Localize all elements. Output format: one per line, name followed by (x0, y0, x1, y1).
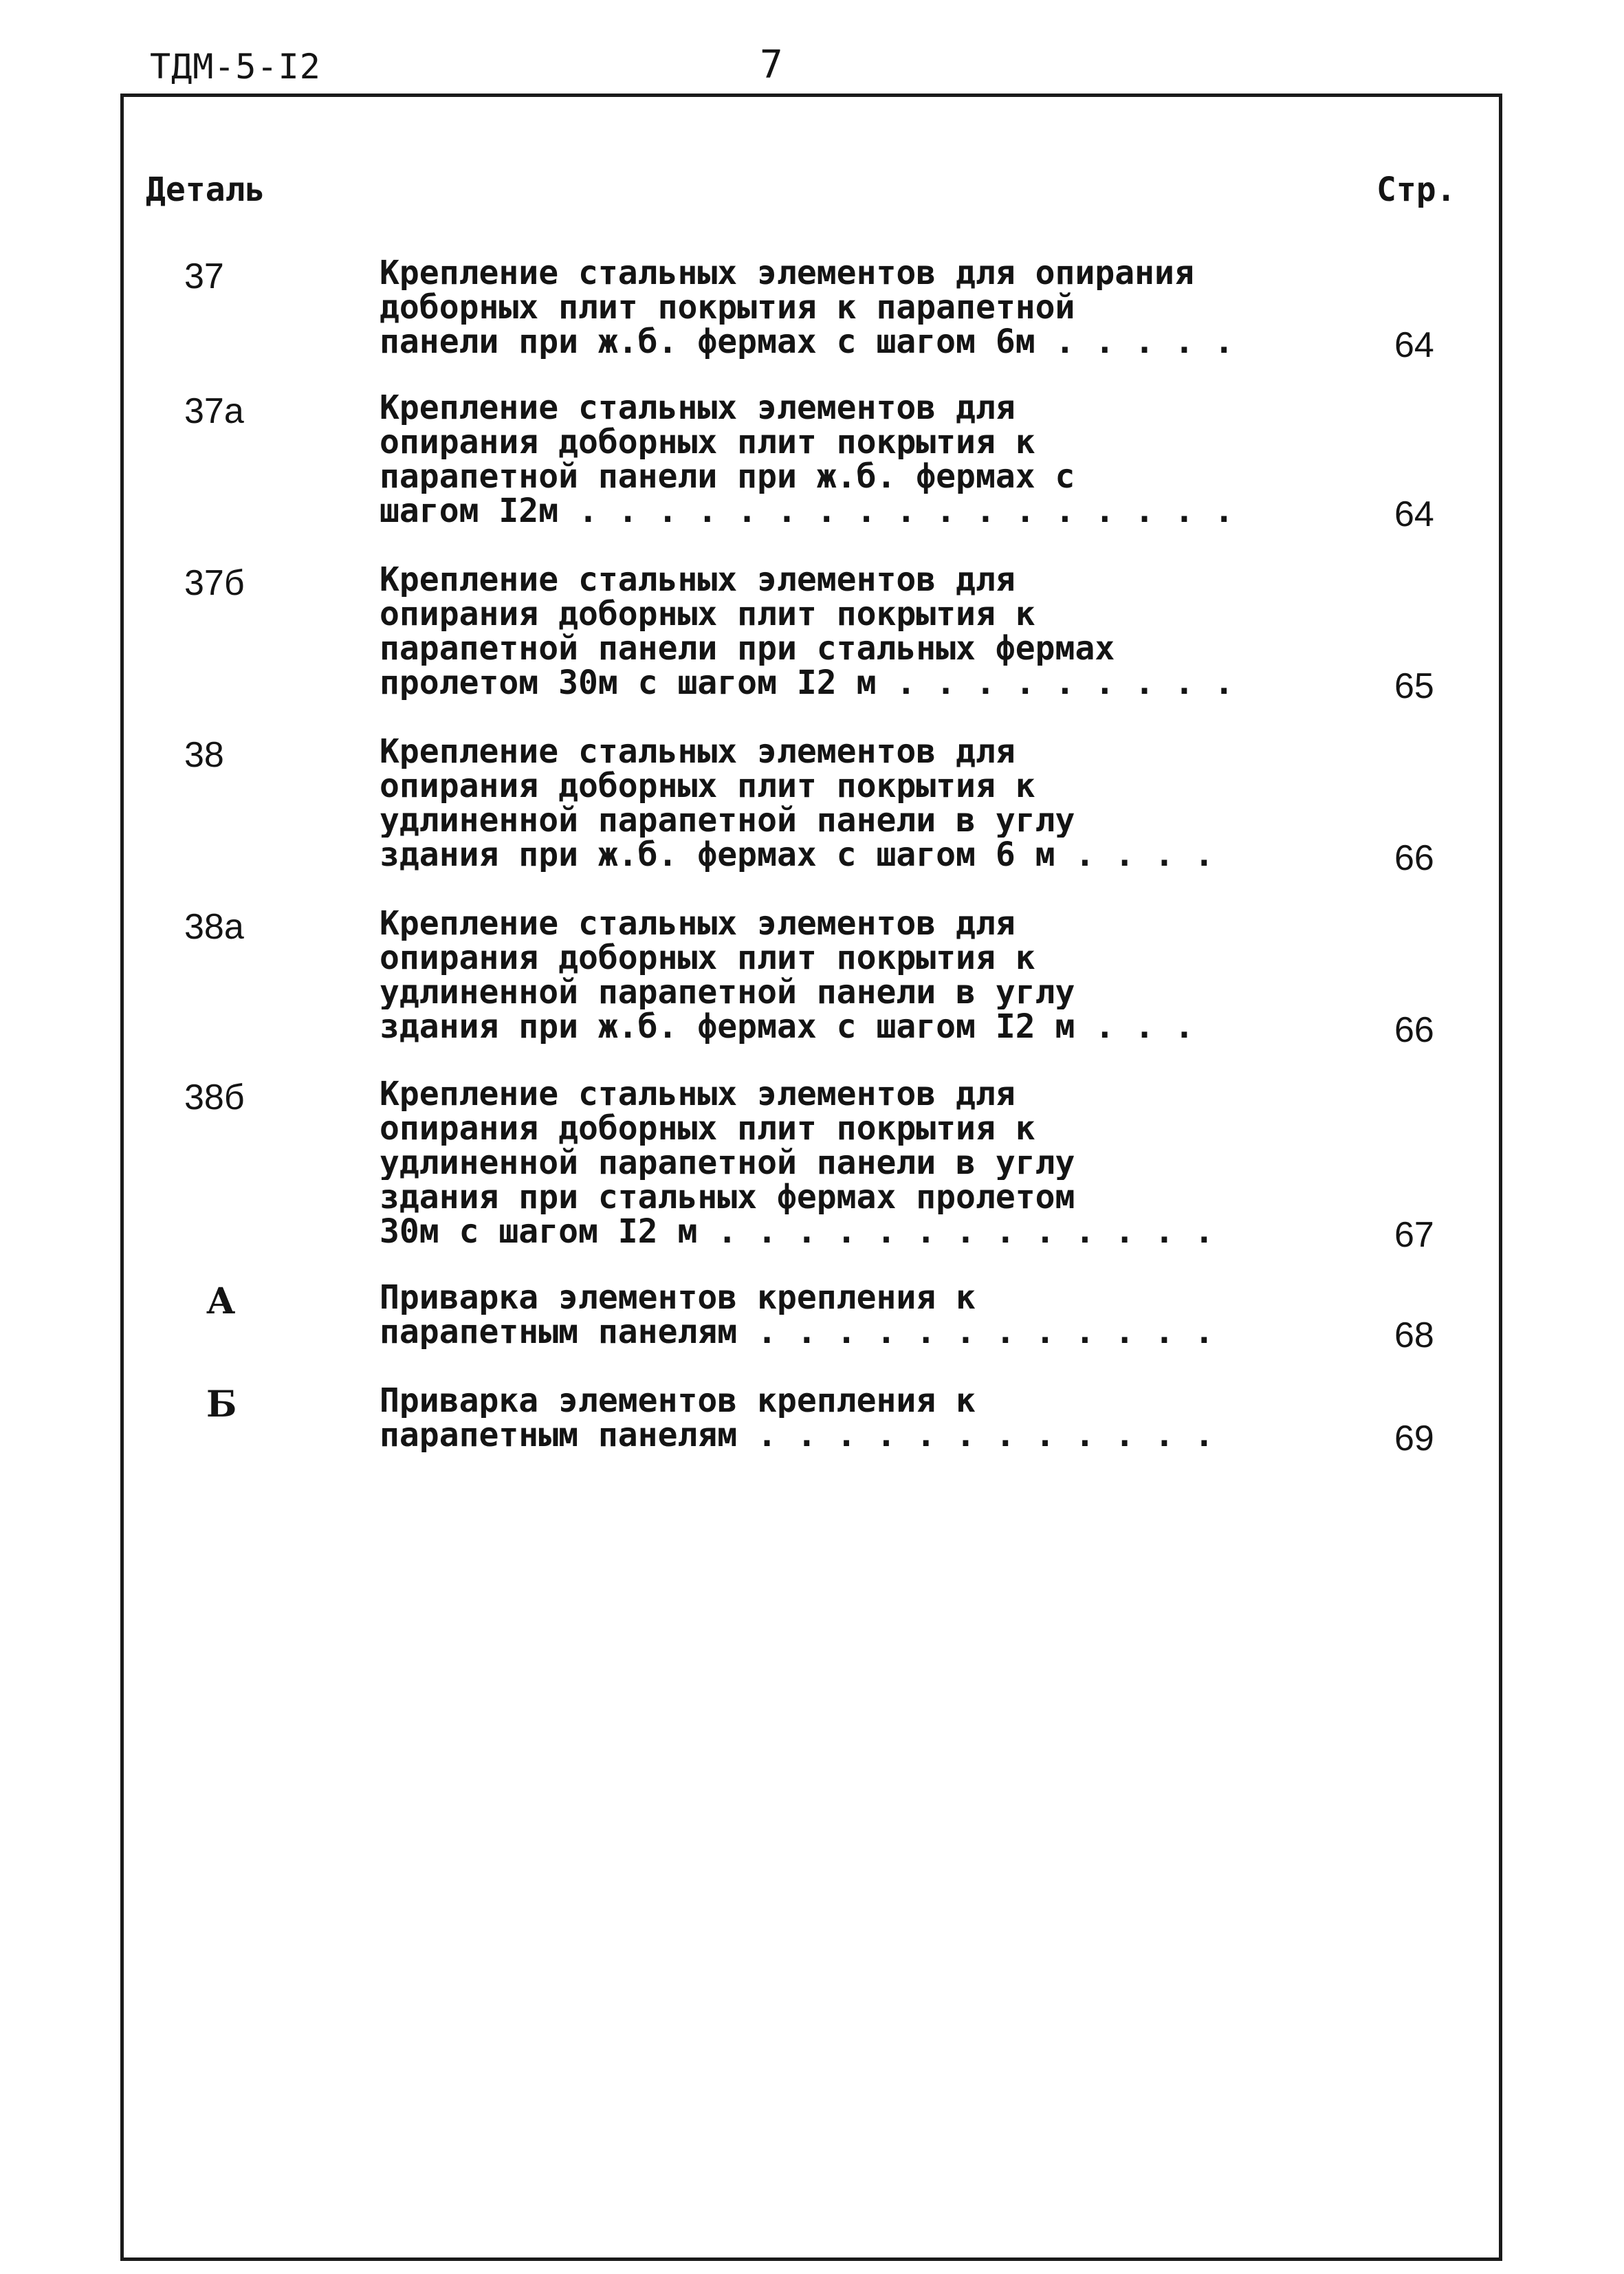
entry-title-line: опирания доборных плит покрытия к (380, 1111, 1035, 1146)
entry-title-line: Крепление стальных элементов для (380, 562, 1016, 597)
entry-title-line: 30м с шагом I2 м . . . . . . . . . . . . . (380, 1214, 1214, 1249)
entry-title-line: пролетом 30м с шагом I2 м . . . . . . . . . (380, 666, 1234, 700)
entry-page: 64 (1394, 325, 1434, 365)
entry-title-line: удлиненной парапетной панели в углу (380, 975, 1075, 1009)
entry-id: 38а (184, 907, 244, 947)
entry-title-line: здания при стальных фермах пролетом (380, 1180, 1075, 1214)
entry-title-line: парапетной панели при ж.б. фермах с (380, 459, 1075, 494)
column-header-detail: Деталь (146, 171, 265, 209)
entry-title-line: опирания доборных плит покрытия к (380, 941, 1035, 975)
entry-title (380, 906, 1315, 1044)
entry-page: 65 (1394, 666, 1434, 706)
page-number: 7 (760, 43, 783, 87)
entry-page: 64 (1394, 494, 1434, 534)
entry-title-line: Крепление стальных элементов для (380, 906, 1016, 941)
entry-title-line: шагом I2м . . . . . . . . . . . . . . . . . (380, 494, 1234, 528)
entry-title-line: опирания доборных плит покрытия к (380, 597, 1035, 631)
entry-title-line: Приварка элементов крепления к (380, 1280, 976, 1315)
entry-title (380, 1280, 1315, 1349)
entry-title (380, 1077, 1315, 1249)
entry-title-line: Крепление стальных элементов для (380, 391, 1016, 425)
entry-title-line: Крепление стальных элементов для (380, 1077, 1016, 1111)
entry-title-line: здания при ж.б. фермах с шагом 6 м . . . . (380, 838, 1214, 872)
entry-id: А (206, 1280, 236, 1322)
entry-page: 69 (1394, 1419, 1434, 1458)
entry-title-line: здания при ж.б. фермах с шагом I2 м . . . (380, 1009, 1194, 1044)
entry-title (380, 562, 1315, 700)
entry-title-line: опирания доборных плит покрытия к (380, 425, 1035, 459)
entry-title-line: Крепление стальных элементов для опирания (380, 256, 1194, 290)
entry-id: 37 (184, 256, 224, 296)
document-code: ТДМ-5-I2 (150, 47, 321, 87)
entry-page: 66 (1394, 838, 1434, 878)
entry-title-line: доборных плит покрытия к парапетной (380, 290, 1075, 325)
entry-page: 68 (1394, 1315, 1434, 1355)
column-header-page: Стр. (1376, 171, 1456, 209)
entry-title-line: удлиненной парапетной панели в углу (380, 1146, 1075, 1180)
entry-page: 67 (1394, 1215, 1434, 1255)
entry-title-line: опирания доборных плит покрытия к (380, 769, 1035, 803)
entry-title-line: Приварка элементов крепления к (380, 1384, 976, 1418)
entry-title-line: удлиненной парапетной панели в углу (380, 803, 1075, 838)
entry-title-line: парапетным панелям . . . . . . . . . . . . (380, 1315, 1214, 1349)
entry-id: 38б (184, 1078, 245, 1117)
entry-title (380, 1384, 1315, 1452)
entry-id: 38 (184, 735, 224, 775)
entry-title-line: панели при ж.б. фермах с шагом 6м . . . . . (380, 325, 1234, 359)
entry-page: 66 (1394, 1010, 1434, 1050)
entry-id: 37б (184, 563, 245, 603)
entry-title (380, 391, 1315, 528)
entry-title-line: парапетной панели при стальных фермах (380, 631, 1115, 666)
entry-id: Б (206, 1384, 237, 1425)
entry-title (380, 256, 1315, 359)
entry-title (380, 734, 1315, 872)
entry-title-line: парапетным панелям . . . . . . . . . . . . (380, 1418, 1214, 1452)
entry-title-line: Крепление стальных элементов для (380, 734, 1016, 769)
entry-id: 37а (184, 391, 244, 431)
